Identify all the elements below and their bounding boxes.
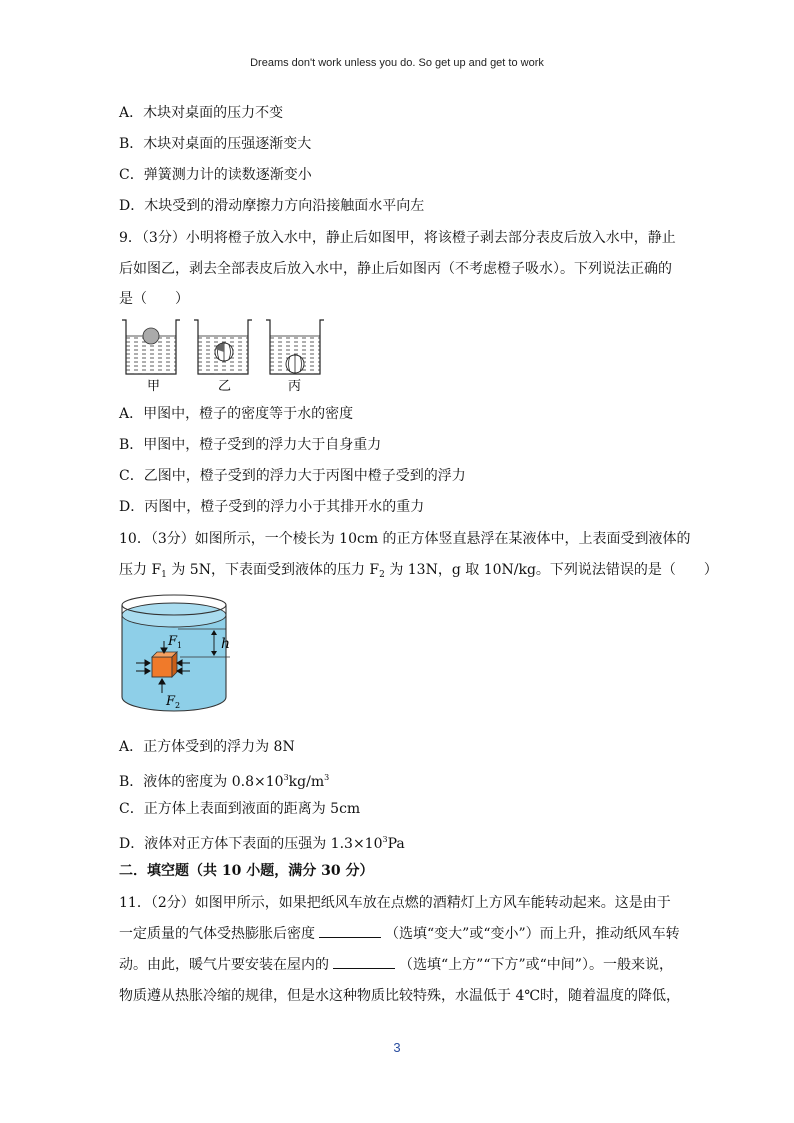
label-jia: 甲 [147, 379, 161, 394]
q11-line3-b: （选填“上方”“下方”或“中间”）。一般来说， [399, 957, 673, 973]
orange-whole [143, 328, 159, 344]
q10-option-b-sup2: 3 [324, 773, 330, 782]
q8-option-a: A．木块对桌面的压力不变 [119, 105, 284, 121]
q9-stem-line3: 是（ ） [119, 291, 189, 307]
q11-line3-a: 动。由此，暖气片要安装在屋内的 [119, 957, 329, 973]
q10-cylinder-figure [118, 593, 248, 721]
q9-option-c: C．乙图中，橙子受到的浮力大于丙图中橙子受到的浮力 [119, 468, 466, 484]
page-header-motto: Dreams don't work unless you do. So get up and get to work [250, 57, 544, 69]
beaker-bing [266, 320, 324, 374]
q10-option-d-pre: D．液体对正方体下表面的压强为 1.3×10 [119, 836, 383, 852]
q10-option-d-sup: 3 [382, 835, 388, 844]
q11-line4: 物质遵从热胀冷缩的规律，但是水这种物质比较特殊，水温低于 4℃时，随着温度的降低， [119, 988, 681, 1004]
q9-stem-line2: 后如图乙，剥去全部表皮后放入水中，静止后如图丙（不考虑橙子吸水）。下列说法正确的 [119, 261, 672, 277]
answer-blank-2[interactable] [333, 956, 395, 969]
f1-subscript: 1 [177, 641, 183, 650]
label-yi: 乙 [218, 379, 232, 394]
q10-option-a: A．正方体受到的浮力为 8N [119, 739, 295, 755]
q8-option-c: C．弹簧测力计的读数逐渐变小 [119, 167, 312, 183]
q10-stem-part: 为 13N，g 取 10N/kg。下列说法错误的是（ ） [389, 562, 718, 578]
h-label: h [221, 636, 231, 652]
q9-option-a: A．甲图中，橙子的密度等于水的密度 [119, 406, 354, 422]
q10-stem-line2 [119, 561, 718, 584]
q11-line2-a: 一定质量的气体受热膨胀后密度 [119, 926, 315, 942]
answer-blank-1[interactable] [319, 925, 381, 938]
label-bing: 丙 [288, 379, 302, 394]
q10-option-b-pre: B．液体的密度为 0.8×10 [119, 774, 284, 790]
f1-letter: F [168, 634, 178, 649]
q9-option-d: D．丙图中，橙子受到的浮力小于其排开水的重力 [119, 499, 425, 515]
q10-option-d [119, 831, 405, 853]
q10-stem-part: 压力 F [119, 562, 162, 578]
q11-line2-b: （选填“变大”或“变小”）而上升，推动纸风车转 [385, 926, 680, 942]
q10-option-c: C．正方体上表面到液面的距离为 5cm [119, 801, 361, 817]
beaker-jia [122, 320, 180, 374]
q9-beakers-figure [118, 316, 338, 396]
q10-option-b-sup: 3 [283, 773, 289, 782]
q10-option-b-post: kg/m [288, 774, 325, 790]
q8-option-b: B．木块对桌面的压强逐渐变大 [119, 136, 312, 152]
q8-option-d: D．木块受到的滑动摩擦力方向沿接触面水平向左 [119, 198, 425, 214]
cube [152, 657, 172, 677]
q11-line3 [119, 956, 673, 974]
q10-option-b [119, 769, 329, 791]
q10-option-d-post: Pa [387, 836, 405, 852]
q11-line2 [119, 925, 680, 943]
section2-title: 二．填空题（共 10 小题，满分 30 分） [119, 863, 374, 879]
q10-stem-line1: 10．（3分）如图所示，一个棱长为 10cm 的正方体竖直悬浮在某液体中，上表面受到液体的 [119, 531, 691, 547]
q10-stem-part: 为 5N，下表面受到液体的压力 F [171, 562, 380, 578]
q9-stem-line1: 9．（3分）小明将橙子放入水中，静止后如图甲，将该橙子剥去部分表皮后放入水中，静止 [119, 230, 676, 246]
f2-subscript: 2 [175, 701, 181, 710]
q11-line1: 11．（2分）如图甲所示，如果把纸风车放在点燃的酒精灯上方风车能转动起来。这是由于 [119, 895, 671, 911]
page-number: 3 [393, 1040, 401, 1055]
beaker-yi [194, 320, 252, 374]
f2-letter: F [166, 694, 176, 709]
q9-option-b: B．甲图中，橙子受到的浮力大于自身重力 [119, 437, 382, 453]
q10-sub1: 1 [161, 570, 167, 580]
q10-sub2: 2 [379, 570, 385, 580]
